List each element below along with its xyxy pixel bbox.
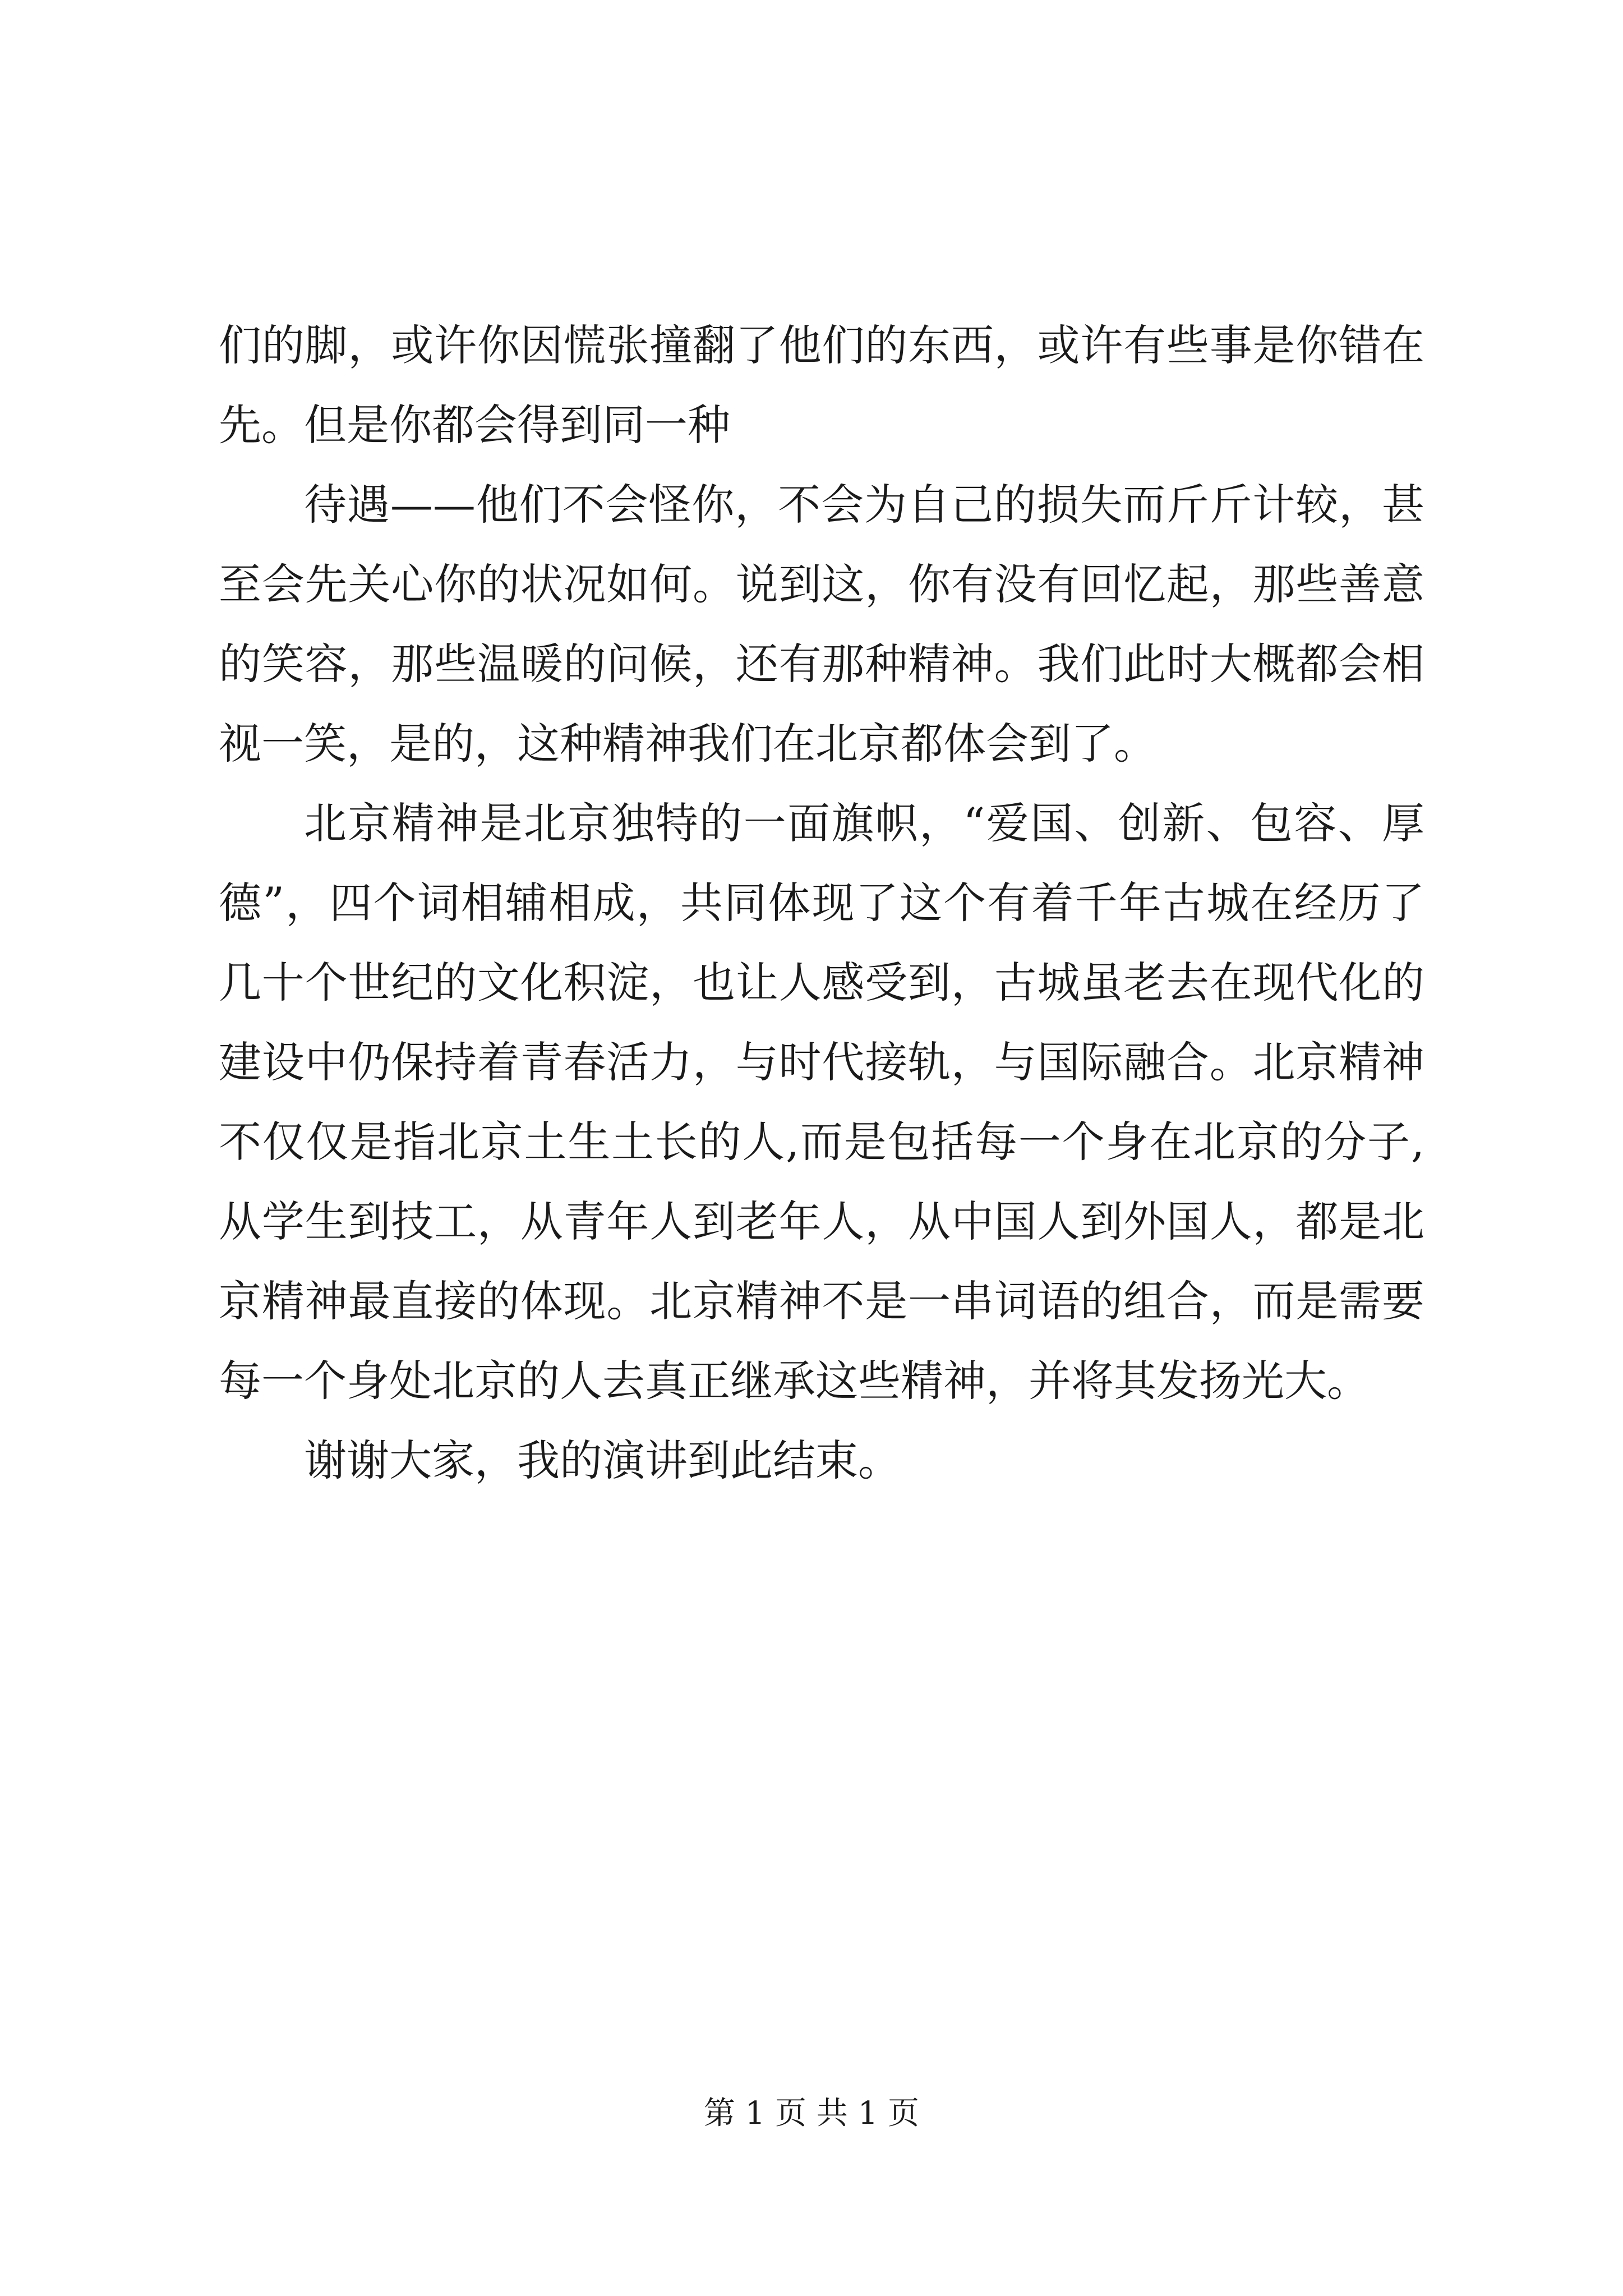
paragraph-2: 待遇——他们不会怪你，不会为自己的损失而斤斤计较，甚至会先关心你的状况如何。说到这，你有没有回忆起，那些善意的笑容，那些温暖的问候，还有那种精神。我们此时大概都会相视一笑，是的，这种精神我们在北京都体会到了。 [219,480,1424,769]
paragraph-4: 谢谢大家，我的演讲到此结束。 [304,1435,901,1485]
paragraph-3: 北京精神是北京独特的一面旗帜，“爱国、创新、包容、厚德”，四个词相辅相成，共同体现了这个有着千年古城在经历了几十个世纪的文化积淀，也让人感受到，古城虽老去在现代化的建设中仍保持着青春活力，与时代接轨，与国际融合。北京精神不仅仅是指北京土生土长的人,而是包括每一个身在北京的分子,从学生到技工，从青年人到老年人，从中国人到外国人，都是北京精神最直接的体现。北京精神不是一串词语的组合，而是需要每一个身处北京的人去真正继承这些精神，并将其发扬光大。 [219,798,1424,1406]
page-footer: 第 1 页 共 1 页 [703,2095,920,2132]
document-body [219,306,1424,1501]
paragraph-1: 们的脚，或许你因慌张撞翻了他们的东西，或许有些事是你错在先。但是你都会得到同一种 [219,320,1424,450]
